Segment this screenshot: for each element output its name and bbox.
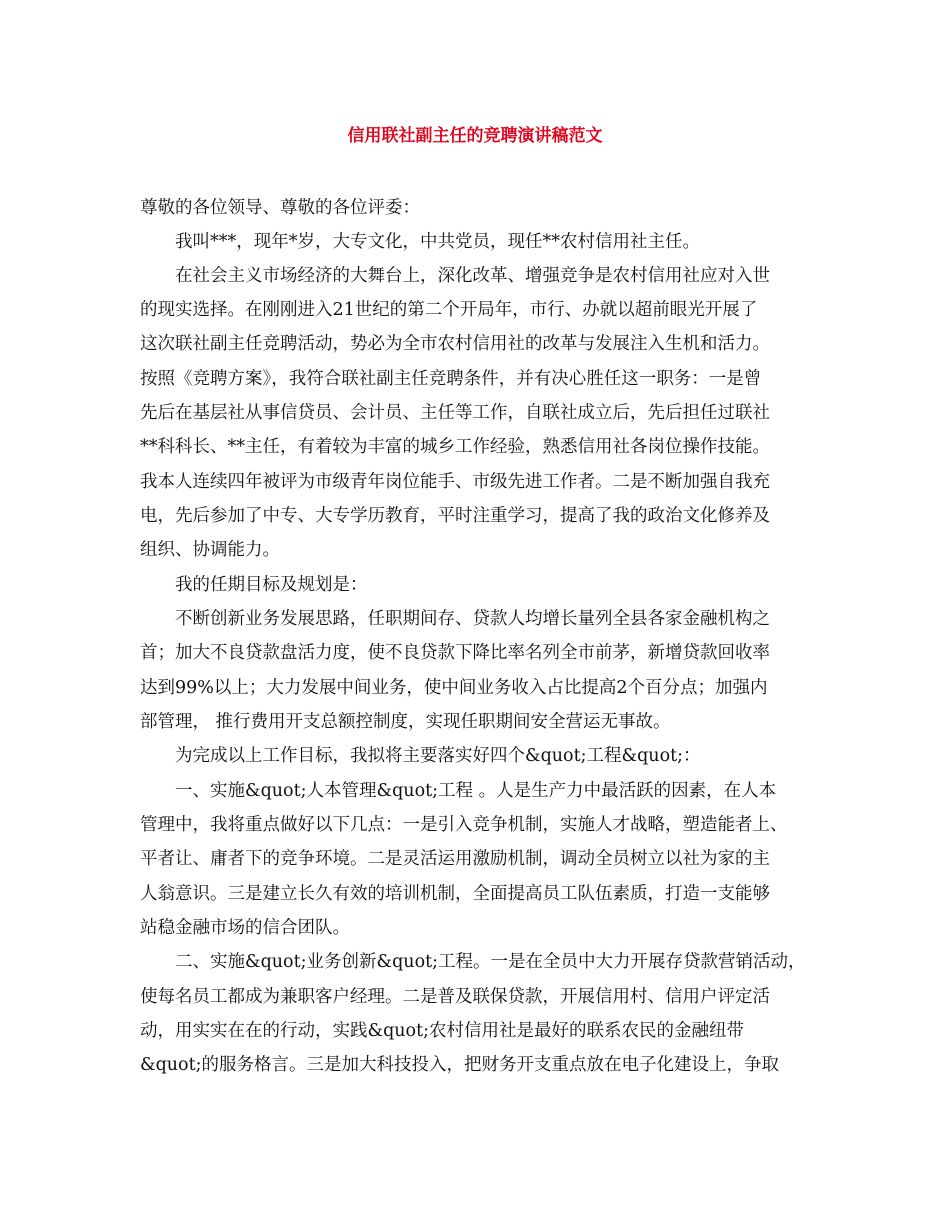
text-line: 动，用实实在在的行动，实践&quot;农村信用社是最好的联系农民的金融纽带 [140, 1021, 745, 1041]
text-line: 在社会主义市场经济的大舞台上，深化改革、增强竞争是农村信用社应对入世 [175, 266, 770, 286]
text-line: 管理中，我将重点做好以下几点：一是引入竞争机制，实施人才战略，塑造能者上、 [140, 815, 788, 835]
text-line: 首；加大不良贷款盘活力度，使不良贷款下降比率名列全市前茅，新增贷款回收率 [140, 643, 770, 663]
text-line: 站稳金融市场的信合团队。 [140, 918, 350, 938]
text-line: 平者让、庸者下的竞争环境。二是灵活运用激励机制，调动全员树立以社为家的主 [140, 849, 770, 869]
text-line: 我叫***，现年*岁，大专文化，中共党员，现任**农村信用社主任。 [175, 232, 700, 252]
text-line: 先后在基层社从事信贷员、会计员、主任等工作，自联社成立后，先后担任过联社 [140, 403, 770, 423]
text-line: 部管理， 推行费用开支总额控制度，实现任职期间安全营运无事故。 [140, 712, 671, 732]
text-line: 组织、协调能力。 [140, 540, 280, 560]
document-title: 信用联社副主任的竞聘演讲稿范文 [347, 126, 603, 146]
text-line: 一、实施&quot;人本管理&quot;工程 。人是生产力中最活跃的因素，在人本 [175, 781, 777, 801]
text-line: 我的任期目标及规划是： [175, 575, 368, 595]
text-line: 使每名员工都成为兼职客户经理。二是普及联保贷款，开展信用村、信用户评定活 [140, 987, 770, 1007]
text-line: 尊敬的各位领导、尊敬的各位评委： [140, 198, 420, 218]
text-line: 二、实施&quot;业务创新&quot;工程。一是在全员中大力开展存贷款营销活动， [175, 952, 806, 972]
text-line: 达到99%以上；大力发展中间业务，使中间业务收入占比提高2个百分点；加强内 [140, 678, 768, 698]
text-line: 电，先后参加了中专、大专学历教育，平时注重学习，提高了我的政治文化修养及 [140, 506, 770, 526]
text-line: &quot;的服务格言。三是加大科技投入，把财务开支重点放在电子化建设上，争取 [140, 1055, 780, 1075]
text-line: 不断创新业务发展思路，任职期间存、贷款人均增长量列全县各家金融机构之 [175, 609, 770, 629]
text-line: 这次联社副主任竞聘活动，势必为全市农村信用社的改革与发展注入生机和活力。 [140, 334, 770, 354]
text-line: 人翁意识。三是建立长久有效的培训机制，全面提高员工队伍素质，打造一支能够 [140, 884, 770, 904]
text-line: 按照《竞聘方案》，我符合联社副主任竞聘条件，并有决心胜任这一职务：一是曾 [140, 369, 762, 389]
text-line: **科科长、**主任，有着较为丰富的城乡工作经验，熟悉信用社各岗位操作技能。 [140, 437, 770, 457]
text-line: 我本人连续四年被评为市级青年岗位能手、市级先进工作者。二是不断加强自我充 [140, 472, 770, 492]
text-line: 的现实选择。在刚刚进入21世纪的第二个开局年，市行、办就以超前眼光开展了 [140, 300, 758, 320]
text-line: 为完成以上工作目标，我拟将主要落实好四个&quot;工程&quot;： [175, 746, 701, 766]
